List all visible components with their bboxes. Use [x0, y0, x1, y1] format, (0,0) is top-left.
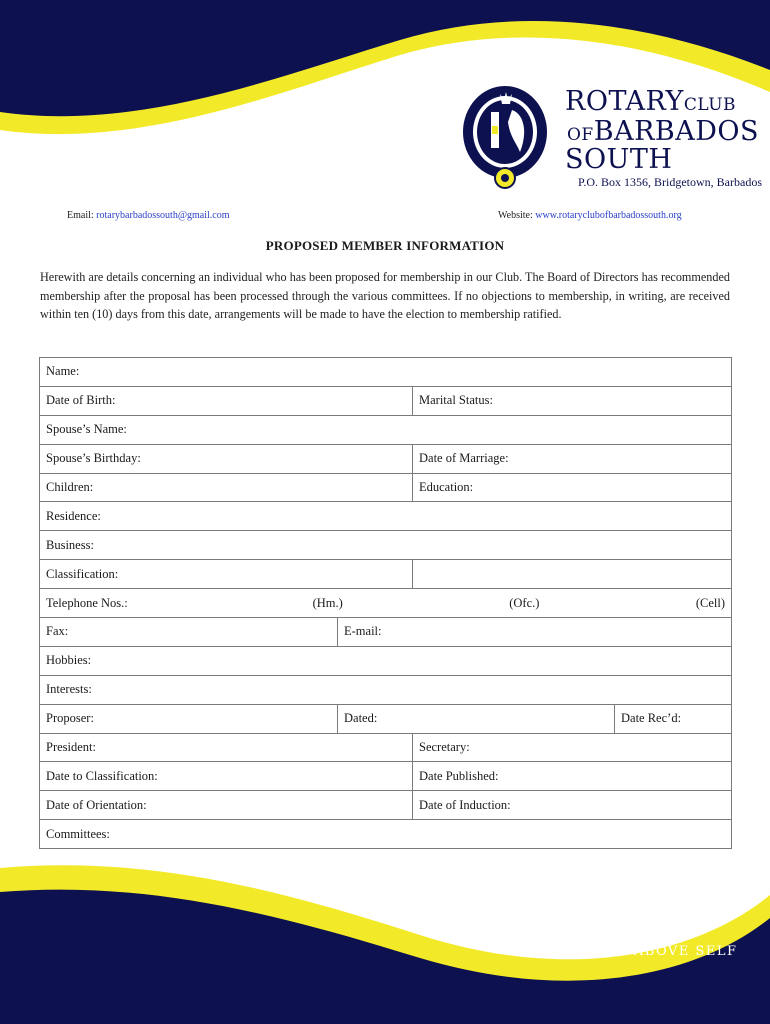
website-link[interactable]: www.rotaryclubofbarbadossouth.org	[535, 210, 682, 221]
field-date-of-induction[interactable]: Date of Induction:	[413, 791, 732, 820]
field-children[interactable]: Children:	[40, 473, 413, 502]
form-row-name	[40, 358, 732, 387]
wordmark-rotary: ROTARY	[565, 86, 684, 117]
field-marital-status[interactable]: Marital Status:	[413, 386, 732, 415]
field-classification-extra[interactable]	[413, 560, 732, 589]
wordmark-barbados: BARBADOS	[593, 116, 760, 147]
telephone-cell-label: (Cell)	[695, 595, 725, 610]
wordmark-of: OF	[567, 125, 594, 145]
field-telephone[interactable]	[40, 589, 732, 618]
form-row-telephone	[40, 589, 732, 618]
form-row-spouse-birthday	[40, 444, 732, 473]
field-business[interactable]: Business:	[40, 531, 732, 560]
form-row-fax	[40, 618, 732, 647]
field-proposer[interactable]: Proposer:	[40, 704, 338, 733]
form-row-president	[40, 733, 732, 762]
form-row-hobbies	[40, 646, 732, 675]
field-date-of-marriage[interactable]: Date of Marriage:	[413, 444, 732, 473]
telephone-office-label: (Ofc.)	[509, 595, 540, 610]
field-date-published[interactable]: Date Published:	[413, 762, 732, 791]
telephone-label: Telephone Nos.:	[46, 595, 128, 610]
telephone-home-label: (Hm.)	[312, 595, 343, 610]
field-president[interactable]: President:	[40, 733, 413, 762]
rotary-emblem-icon	[460, 82, 560, 192]
field-interests[interactable]: Interests:	[40, 675, 732, 704]
form-row-residence	[40, 502, 732, 531]
field-date-received[interactable]: Date Rec’d:	[615, 704, 732, 733]
field-date-of-birth[interactable]: Date of Birth:	[40, 386, 413, 415]
field-spouse-birthday[interactable]: Spouse’s Birthday:	[40, 444, 413, 473]
form-row-dob	[40, 386, 732, 415]
field-email[interactable]: E-mail:	[338, 618, 732, 647]
form-row-business	[40, 531, 732, 560]
field-secretary[interactable]: Secretary:	[413, 733, 732, 762]
footer-tagline: SERVICE ABOVE SELF	[556, 944, 738, 959]
field-dated[interactable]: Dated:	[338, 704, 615, 733]
field-hobbies[interactable]: Hobbies:	[40, 646, 732, 675]
form-row-spouse-name	[40, 415, 732, 444]
form-row-date-classification	[40, 762, 732, 791]
intro-paragraph: Herewith are details concerning an individual who has been proposed for membership in our Club. The Board of Directors has recommended membership after the proposal has been processed through the various committees. If no objections to membership, in writing, are received within ten (10) days from this date, arrangements will be made to have the election to membership ratified.	[40, 270, 730, 321]
form-row-orientation	[40, 791, 732, 820]
field-committees[interactable]: Committees:	[40, 820, 732, 849]
form-row-children	[40, 473, 732, 502]
po-box-address: P.O. Box 1356, Bridgetown, Barbados	[578, 175, 762, 189]
wordmark-club: CLUB	[683, 95, 737, 115]
member-info-form	[39, 357, 732, 849]
form-row-interests	[40, 675, 732, 704]
field-residence[interactable]: Residence:	[40, 502, 732, 531]
website-label: Website:	[498, 210, 536, 221]
field-date-to-classification[interactable]: Date to Classification:	[40, 762, 413, 791]
field-date-of-orientation[interactable]: Date of Orientation:	[40, 791, 413, 820]
form-row-proposer	[40, 704, 732, 733]
email-label: Email:	[67, 210, 97, 221]
field-name[interactable]: Name:	[40, 358, 732, 387]
website-contact	[498, 210, 682, 221]
email-link[interactable]: rotarybarbadossouth@gmail.com	[96, 210, 230, 221]
wordmark-south: SOUTH	[565, 144, 673, 175]
email-contact	[67, 210, 230, 221]
field-fax[interactable]: Fax:	[40, 618, 338, 647]
form-row-committees	[40, 820, 732, 849]
field-education[interactable]: Education:	[413, 473, 732, 502]
field-classification[interactable]: Classification:	[40, 560, 413, 589]
document-title: PROPOSED MEMBER INFORMATION	[265, 238, 505, 253]
field-spouse-name[interactable]: Spouse’s Name:	[40, 415, 732, 444]
form-row-classification	[40, 560, 732, 589]
